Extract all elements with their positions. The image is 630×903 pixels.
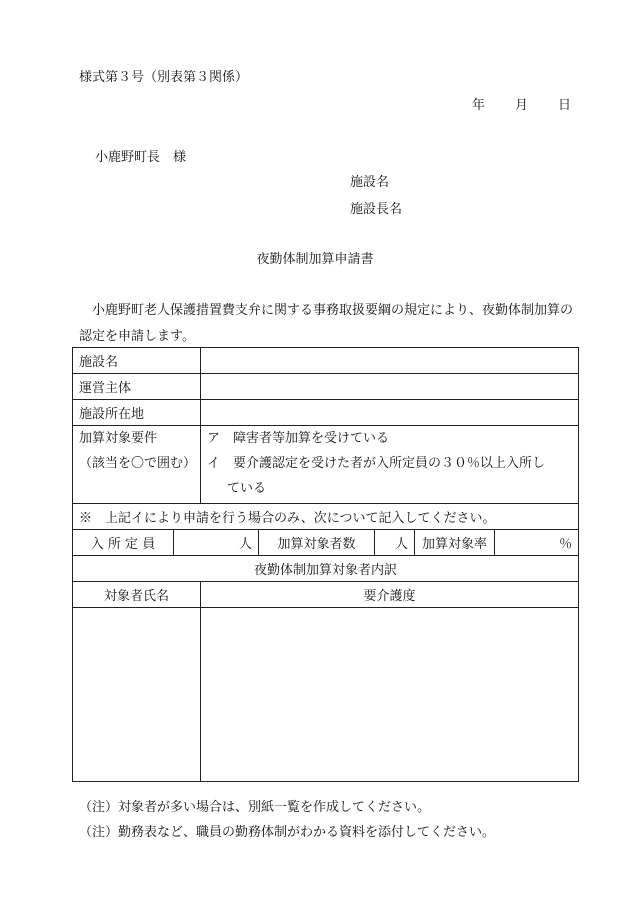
target-count-unit: 人 (395, 537, 409, 552)
applicant-facility-name: 施設名 (350, 175, 390, 190)
note-1: （注）対象者が多い場合は、別紙一覧を作成してください。 (79, 800, 431, 815)
row-requirements (73, 426, 579, 504)
capacity-unit: 人 (239, 537, 253, 552)
requirement-i: イ 要介護認定を受けた者が入所定員の３０％以上入所し (207, 456, 546, 471)
label-target-rate: 加算対象率 (415, 530, 495, 556)
date-day: 日 (558, 98, 572, 113)
row-breakdown-title (73, 556, 579, 582)
field-target-count[interactable] (375, 530, 415, 556)
application-table (72, 347, 579, 782)
target-rate-unit: ％ (559, 537, 573, 552)
document-title: 夜勤体制加算申請書 (256, 252, 374, 267)
date-year: 年 (472, 98, 486, 113)
requirement-sublabel: （該当を〇で囲む） (79, 456, 197, 471)
form-number: 様式第３号（別表第３関係） (79, 70, 249, 85)
note-2: （注）勤務表など、職員の勤務体制がわかる資料を添付してください。 (79, 825, 496, 840)
addressee: 小鹿野町長 様 (95, 150, 187, 165)
date-month: 月 (515, 98, 529, 113)
field-care-levels[interactable] (201, 608, 579, 782)
requirement-a: ア 障害者等加算を受けている (207, 431, 390, 446)
row-facility-name (73, 348, 579, 374)
label-address: 施設所在地 (73, 400, 201, 426)
label-capacity: 入 所 定 員 (73, 530, 174, 556)
field-operator[interactable] (201, 374, 579, 400)
field-target-rate[interactable] (495, 530, 579, 556)
row-operator (73, 374, 579, 400)
label-requirements (73, 426, 201, 504)
breakdown-title: 夜勤体制加算対象者内訳 (73, 556, 579, 582)
date-line (472, 94, 571, 113)
header-target-name: 対象者氏名 (73, 582, 201, 608)
applicant-facility-head: 施設長名 (350, 202, 403, 217)
row-counts (73, 530, 579, 556)
notice-text: ※ 上記イにより申請を行う場合のみ、次について記入してください。 (73, 504, 579, 530)
field-requirements[interactable] (201, 426, 579, 504)
row-breakdown-header (73, 582, 579, 608)
field-target-names[interactable] (73, 608, 201, 782)
requirement-label: 加算対象要件 (79, 431, 158, 446)
row-address (73, 400, 579, 426)
row-breakdown-body (73, 608, 579, 782)
label-target-count: 加算対象者数 (259, 530, 375, 556)
field-address[interactable] (201, 400, 579, 426)
field-facility-name[interactable] (201, 348, 579, 374)
label-facility-name: 施設名 (73, 348, 201, 374)
header-care-level: 要介護度 (201, 582, 579, 608)
field-capacity[interactable] (174, 530, 259, 556)
row-notice (73, 504, 579, 530)
label-operator: 運営主体 (73, 374, 201, 400)
requirement-i-cont: ている (227, 481, 267, 496)
intro-paragraph: 小鹿野町老人保護措置費支弁に関する事務取扱要綱の規定により、夜勤体制加算の認定を申請します。 (79, 303, 574, 344)
